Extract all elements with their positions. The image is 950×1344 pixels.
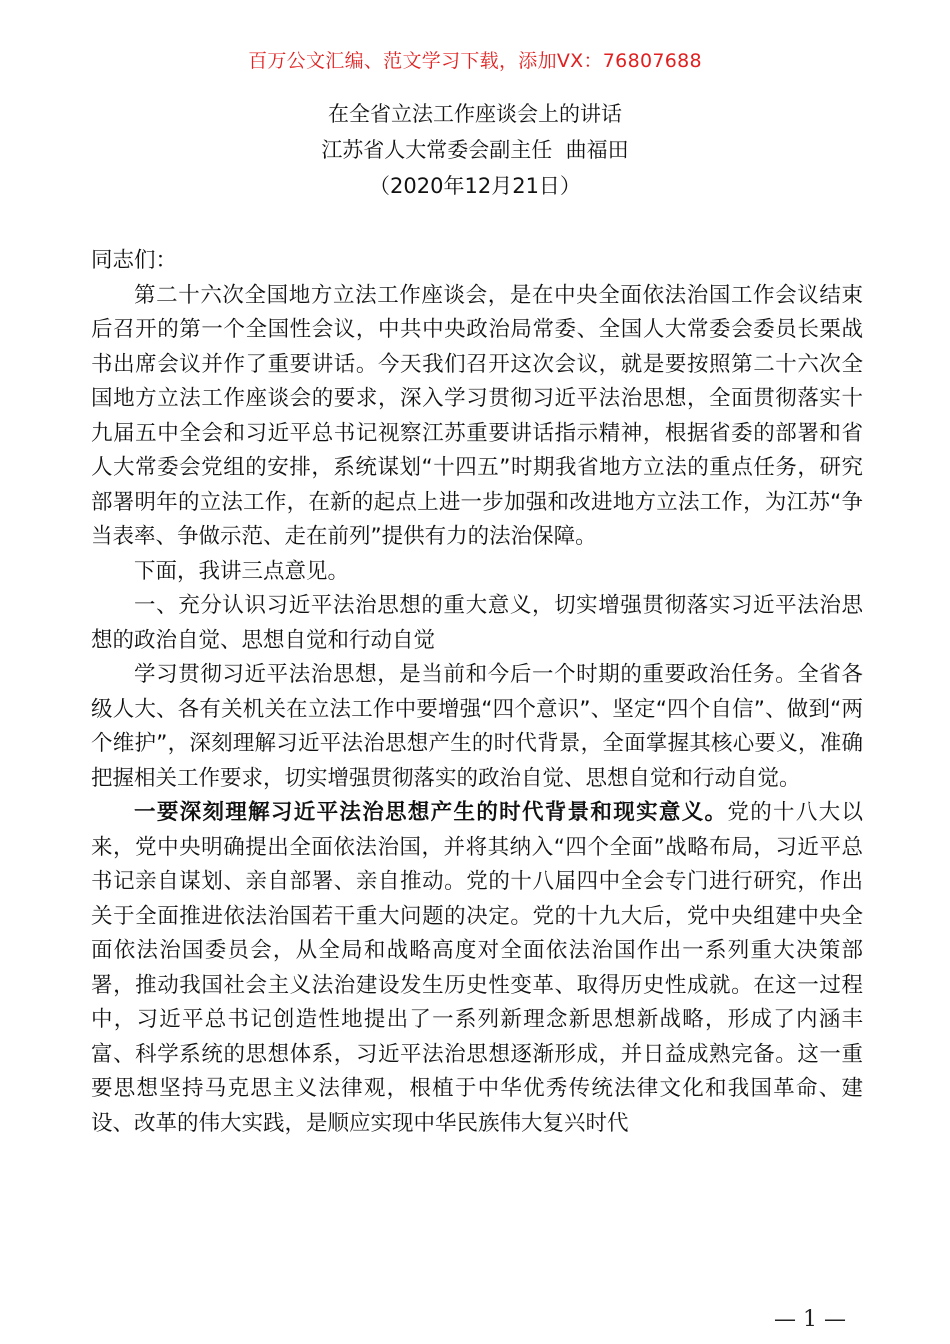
paragraph-5-lead: 一要深刻理解习近平法治思想产生的时代背景和现实意义。 <box>134 800 728 825</box>
speech-title: 在全省立法工作座谈会上的讲话 <box>328 102 622 126</box>
speaker-line: 江苏省人大常委会副主任 曲福田 <box>321 138 629 162</box>
speech-date: （2020年12月21日） <box>369 174 581 198</box>
paragraph-1: 第二十六次全国地方立法工作座谈会，是在中央全面依法治国工作会议结束后召开的第一个全国性会议，中共中央政治局常委、全国人大常委会委员长栗战书出席会议并作了重要讲话。今天我们召开这次会议，就是要按照第二十六次全国地方立法工作座谈会的要求，深入学习贯彻习近平法治思想，全面贯彻落实十九届五中全会和习近平总书记视察江苏重要讲话指示精神，根据省委的部署和省人大常委会党组的安排，系统谋划“十四五”时期我省地方立法的重点任务，研究部署明年的立法工作，在新的起点上进一步加强和改进地方立法工作，为江苏“争当表率、争做示范、走在前列”提供有力的法治保障。 <box>91 282 863 549</box>
title-block <box>0 96 950 204</box>
section-heading-1: 一、充分认识习近平法治思想的重大意义，切实增强贯彻落实习近平法治思想的政治自觉、思想自觉和行动自觉 <box>91 593 863 653</box>
paragraph-5-text: 党的十八大以来，党中央明确提出全面依法治国，并将其纳入“四个全面”战略布局，习近平总书记亲自谋划、亲自部署、亲自推动。党的十八届四中全会专门进行研究，作出关于全面推进依法治国若干重大问题的决定。党的十九大后，党中央组建中央全面依法治国委员会，从全局和战略高度对全面依法治国作出一系列重大决策部署，推动我国社会主义法治建设发生历史性变革、取得历史性成就。在这一过程中，习近平总书记创造性地提出了一系列新理念新思想新战略，形成了内涵丰富、科学系统的思想体系，习近平法治思想逐渐形成，并日益成熟完备。这一重要思想坚持马克思主义法律观，根植于中华优秀传统法律文化和我国革命、建设、改革的伟大实践，是顺应实现中华民族伟大复兴时代 <box>91 800 863 1136</box>
paragraph-5 <box>91 796 863 1141</box>
paragraph-2: 下面，我讲三点意见。 <box>134 558 350 584</box>
page-number: — 1 — <box>774 1307 846 1332</box>
paragraph-4: 学习贯彻习近平法治思想，是当前和今后一个时期的重要政治任务。全省各级人大、各有关机关在立法工作中要增强“四个意识”、坚定“四个自信”、做到“两个维护”，深刻理解习近平法治思想产生的时代背景，全面掌握其核心要义，准确把握相关工作要求，切实增强贯彻落实的政治自觉、思想自觉和行动自觉。 <box>91 662 863 791</box>
salutation: 同志们： <box>91 248 178 273</box>
document-body <box>91 244 863 1141</box>
header-watermark-note: 百万公文汇编、范文学习下载，添加VX：76807688 <box>248 50 702 72</box>
